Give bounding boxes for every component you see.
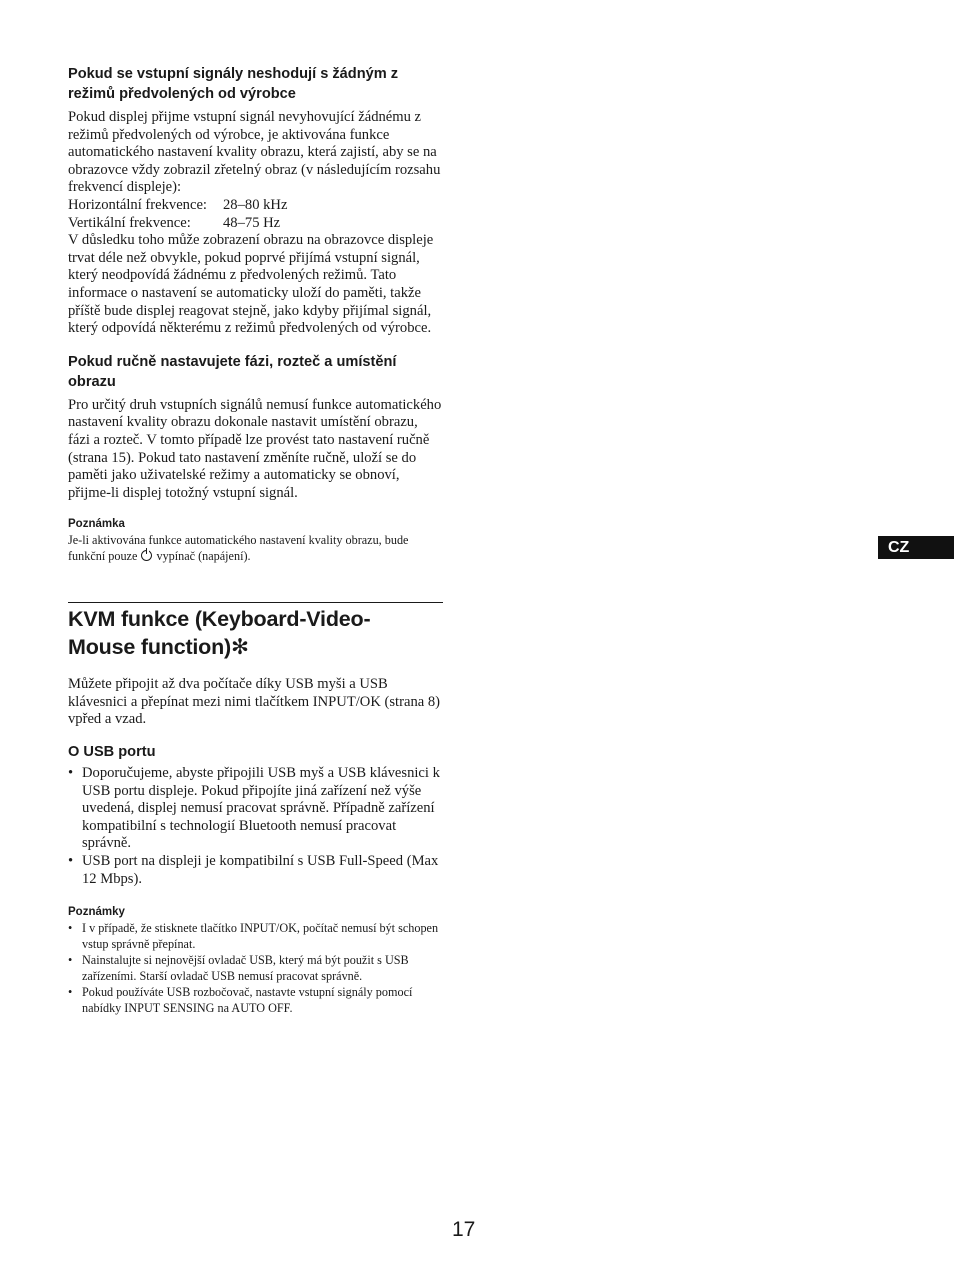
section-intro-paragraph: Pokud displej přijme vstupní signál nevyhovující žádnému z režimů předvolených od výrobce, je aktivována funkce automatického nastavení kvality obrazu, která zajistí, aby se na obrazovce vždy zobrazil zřetelný obraz (v následujícím rozsahu frekvencí displeje): [68, 109, 441, 196]
kvm-title-line1: KVM funkce (Keyboard-Video- [68, 607, 371, 632]
usb-port-heading: O USB portu [68, 744, 156, 761]
list-item: • Doporučujeme, abyste připojili USB myš a USB klávesnici k USB portu displeje. Pokud připojíte jiná zařízení než výše uvedená, displej nemusí pracovat správně. Případně zařízení kompatibilní s technologií Bluetooth nemusí pracovat správně. [68, 765, 443, 853]
list-item: • I v případě, že stisknete tlačítko INPUT/OK, počítač nemusí být schopen vstup správně přepínat. [68, 920, 443, 952]
section-body-paragraph: V důsledku toho může zobrazení obrazu na obrazovce displeje trvat déle než obvykle, pokud poprvé přijímá vstupní signál, který neodpovídá žádnému z předvolených režimů. Tato informace o nastavení se automaticky uloží do paměti, takže příště bude displej reagovat stejně, jako kdyby přijímal signál, který odpovídá některému z režimů předvolených od výrobce. [68, 232, 434, 337]
note-text-after-icon: vypínač (napájení). [156, 549, 251, 564]
kvm-intro-paragraph: Můžete připojit až dva počítače díky USB myši a USB klávesnici a přepínat mezi nimi tlačítkem INPUT/OK (strana 8) vpřed a vzad. [68, 676, 441, 728]
list-item: • USB port na displeji je kompatibilní s USB Full-Speed (Max 12 Mbps). [68, 853, 443, 888]
notes-list [68, 920, 443, 1016]
section-heading-nonmatching-signals: Pokud se vstupní signály neshodují s žádným z režimů předvolených od výrobce [68, 66, 399, 102]
kvm-title-mark-icon: ✻ [231, 635, 249, 660]
list-item: • Nainstalujte si nejnovější ovladač USB, který má být použit s USB zařízeními. Starší ovladač USB nemusí pracovat správně. [68, 952, 443, 984]
horizontal-frequency-value: 28–80 kHz [223, 196, 288, 213]
power-icon [141, 550, 152, 561]
section-heading-manual-adjust: Pokud ručně nastavujete fázi, rozteč a umístění obrazu [68, 353, 397, 390]
main-column [68, 64, 443, 1016]
usb-bullet-list [68, 765, 443, 888]
kvm-title [68, 605, 443, 661]
section-divider [68, 602, 443, 603]
vertical-frequency-label: Vertikální frekvence: [68, 214, 191, 231]
notes-heading: Poznámky [68, 906, 125, 919]
vertical-frequency-row [68, 215, 443, 233]
kvm-title-line2: Mouse function) [68, 635, 232, 660]
note-text-before-icon: Je-li aktivována funkce automatického nastavení kvality obrazu, bude funkční pouze [68, 533, 409, 564]
note-text [68, 532, 443, 564]
manual-adjust-paragraph: Pro určitý druh vstupních signálů nemusí funkce automatického nastavení kvality obrazu dokonale nastavit umístění obrazu, fázi a rozteč. V tomto případě lze provést tato nastavení ručně (strana 15). Pokud tato nastavení změníte ručně, uloží se do paměti jako uživatelské režimy a automaticky se obnoví, přijme-li displej totožný vstupní signál. [68, 396, 442, 501]
language-tab-cz: CZ [878, 536, 954, 559]
horizontal-frequency-label: Horizontální frekvence: [68, 196, 207, 213]
list-item: • Pokud používáte USB rozbočovač, nastavte vstupní signály pomocí nabídky INPUT SENSING na AUTO OFF. [68, 984, 443, 1016]
horizontal-frequency-row [68, 197, 443, 215]
note-heading: Poznámka [68, 518, 125, 531]
page-number: 17 [452, 1218, 476, 1241]
vertical-frequency-value: 48–75 Hz [223, 214, 281, 231]
